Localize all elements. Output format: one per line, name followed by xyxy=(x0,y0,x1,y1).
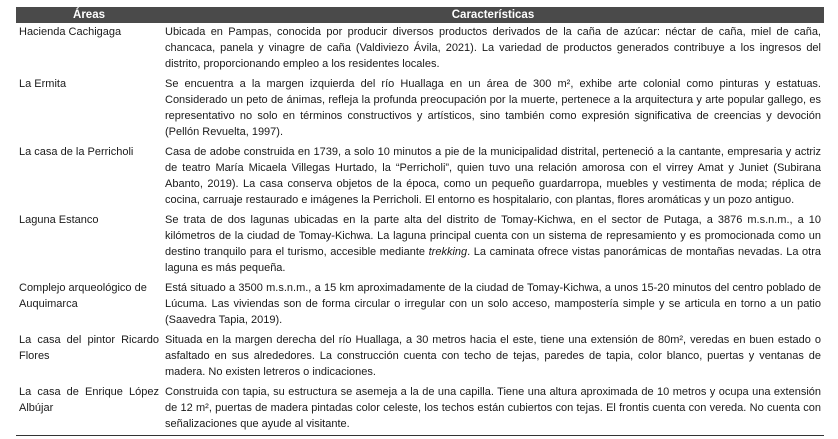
row-area-name: La Ermita xyxy=(19,78,67,90)
row-area-name: La casa del pintor Ricardo Flores xyxy=(19,334,159,362)
row-description: Casa de adobe construida en 1739, a solo 10 minutos a pie de la municipalidad distrital, perteneció a la cantante, empresaria y actriz de teatro María Micaela Villegas Hurtado, la “Perricholi”, quien tuvo una relación amorosa con el virrey Amat y Juniet (Subirana Abanto, 2019). La casa conserva objetos de la época, como un pequeño guardarropa, muebles y vestimenta de moda; réplica de cocina, carruaje restaurado e imágenes la Perricholi. El entorno es hospitalario, con plantas, flores aromáticas y un pozo antiguo. xyxy=(165,146,821,206)
row-area-name: Hacienda Cachigaga xyxy=(19,26,122,38)
table-row xyxy=(16,211,824,279)
table-row xyxy=(16,279,824,331)
row-area-name: Laguna Estanco xyxy=(19,214,99,226)
desc-italic-term: trekking xyxy=(428,246,468,258)
table-row xyxy=(16,331,824,383)
row-description: Se encuentra a la margen izquierda del río Huallaga en un área de 300 m², exhibe arte colonial como pinturas y estatuas. Considerado un peto de ánimas, refleja la profunda preocupación por la muerte, pertenece a la arquitectura y arte popular gallego, es representativo no solo en términos constructivos y artísticos, sino también como expresión significativa de creencias y devoción (Pellón Revuelta, 1997). xyxy=(165,78,821,138)
header-areas: Áreas xyxy=(73,9,105,21)
attractions-table xyxy=(16,7,824,436)
row-description xyxy=(162,211,824,279)
table-row xyxy=(16,23,824,75)
row-description: Construida con tapia, su estructura se asemeja a la de una capilla. Tiene una altura aproximada de 10 metros y ocupa una extensión de 12 m², puertas de madera pintadas color celeste, los techos están cubiertos con tejas. El frontis cuenta con vereda. No cuenta con señalizaciones que ayude al visitante. xyxy=(162,383,824,436)
table-header-row xyxy=(16,7,824,23)
row-description: Situada en la margen derecha del río Huallaga, a 30 metros hacia el este, tiene una extensión de 80m², veredas en buen estado o asfaltado en sus alrededores. La construcción cuenta con techo de tejas, paredes de tapia, color blanco, puertas y ventanas de madera. No existen letreros o indicaciones. xyxy=(165,334,821,378)
row-description: Está situado a 3500 m.s.n.m., a 15 km aproximadamente de la ciudad de Tomay-Kichwa, a unos 15-20 minutos del centro poblado de Lúcuma. Las viviendas son de forma circular o irregular con un solo acceso, mampostería simple y se articula en torno a un patio (Saavedra Tapia, 2019). xyxy=(165,282,821,326)
table-row xyxy=(16,143,824,211)
table-row xyxy=(16,75,824,143)
header-characteristics: Características xyxy=(451,9,535,21)
row-area-name: La casa de la Perricholi xyxy=(19,146,134,158)
desc-text: Se trata de dos lagunas ubicadas en la parte alta del distrito de Tomay-Kichwa, en el sector de Putaga, a 3876 m.s.n.m., a 10 kilómetros de la ciudad de Tomay-Kichwa. La laguna principal cuenta con un sistema de represamiento y es promocionada como un destino tranquilo para el turismo, accesible mediante xyxy=(165,214,821,258)
attractions-table-container xyxy=(16,7,824,436)
desc-text: . La caminata ofrece vistas panorámicas de montañas nevadas. La otra laguna es más pequeña. xyxy=(165,246,822,274)
table-row xyxy=(16,383,824,436)
row-area-name: Complejo arqueológico de Auquimarca xyxy=(19,282,147,310)
row-description: Ubicada en Pampas, conocida por producir diversos productos derivados de la caña de azúcar: néctar de caña, miel de caña, chancaca, panela y vinagre de caña (Valdiviezo Ávila, 2021). La variedad de productos generados contribuye a los ingresos del distrito, proporcionando empleo a los residentes locales. xyxy=(165,26,821,70)
row-area-name: La casa de Enrique López Albújar xyxy=(16,383,162,436)
